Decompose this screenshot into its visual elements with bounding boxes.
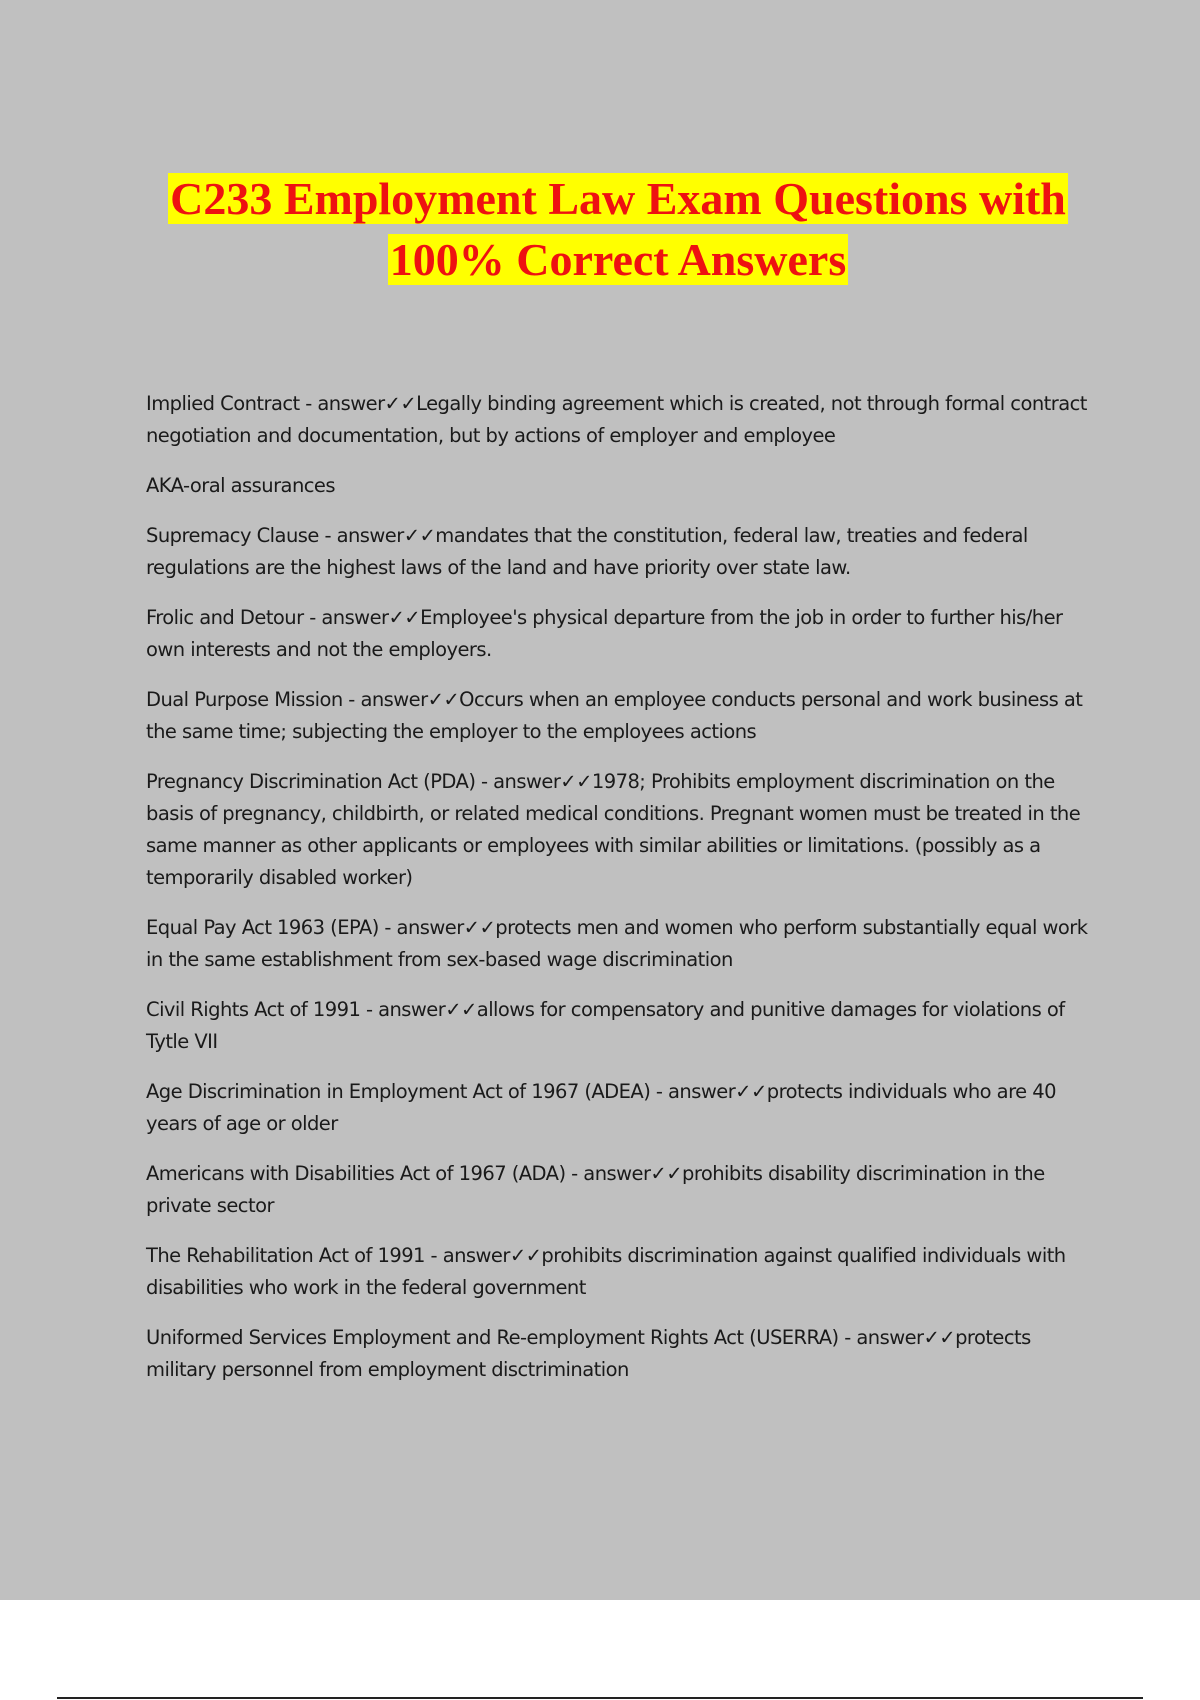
- qa-list: [146, 388, 1096, 1404]
- qa-entry-frolic-detour: Frolic and Detour - answer✓✓Employee's physical departure from the job in order to further his/her own interests and not the employers.: [146, 606, 1063, 661]
- qa-entry-aka-note: AKA-oral assurances: [146, 474, 335, 497]
- qa-entry-pda: Pregnancy Discrimination Act (PDA) - answer✓✓1978; Prohibits employment discrimination on the basis of pregnancy, childbirth, or related medical conditions. Pregnant women must be treated in the same manner as other applicants or employees with similar abilities or limitations. (possibly as a temporarily disabled worker): [146, 770, 1081, 889]
- title-line-1: C233 Employment Law Exam Questions with: [170, 173, 1066, 224]
- qa-entry-civil-rights: Civil Rights Act of 1991 - answer✓✓allows for compensatory and punitive damages for violations of Tytle VII: [146, 998, 1065, 1053]
- document-title: [120, 168, 1116, 290]
- qa-entry-implied-contract: Implied Contract - answer✓✓Legally binding agreement which is created, not through formal contract negotiation and documentation, but by actions of employer and employee: [146, 392, 1087, 447]
- footer-divider: [57, 1697, 1143, 1699]
- qa-entry-ada: Americans with Disabilities Act of 1967 (ADA) - answer✓✓prohibits disability discrimination in the private sector: [146, 1162, 1045, 1217]
- qa-entry-epa: Equal Pay Act 1963 (EPA) - answer✓✓protects men and women who perform substantially equal work in the same establishment from sex-based wage discrimination: [146, 916, 1088, 971]
- title-line-2: 100% Correct Answers: [389, 234, 847, 285]
- qa-entry-dual-purpose: Dual Purpose Mission - answer✓✓Occurs when an employee conducts personal and work business at the same time; subjecting the employer to the employees actions: [146, 688, 1083, 743]
- qa-entry-adea: Age Discrimination in Employment Act of 1967 (ADEA) - answer✓✓protects individuals who are 40 years of age or older: [146, 1080, 1056, 1135]
- qa-entry-rehabilitation: The Rehabilitation Act of 1991 - answer✓✓prohibits discrimination against qualified individuals with disabilities who work in the federal government: [146, 1244, 1066, 1299]
- qa-entry-userra: Uniformed Services Employment and Re-employment Rights Act (USERRA) - answer✓✓protects military personnel from employment disctrimination: [146, 1326, 1031, 1381]
- qa-entry-supremacy-clause: Supremacy Clause - answer✓✓mandates that the constitution, federal law, treaties and federal regulations are the highest laws of the land and have priority over state law.: [146, 524, 1028, 579]
